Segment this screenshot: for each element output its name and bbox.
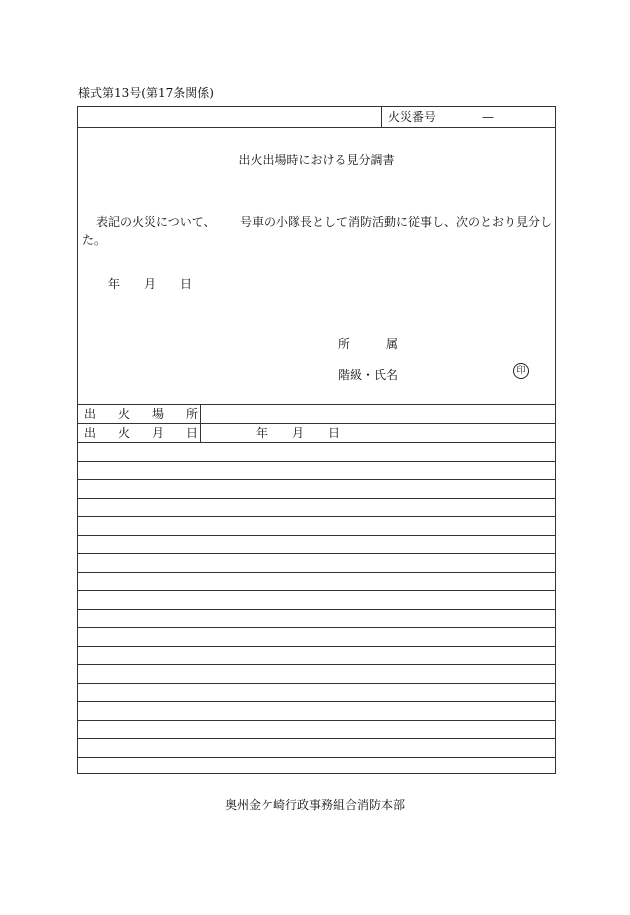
- fire-date-c3: 月: [152, 426, 165, 440]
- blank-line: [78, 590, 555, 591]
- fire-date-label: [78, 424, 201, 443]
- date-day: 日: [180, 277, 193, 291]
- fire-date-year: 年: [256, 426, 269, 440]
- fire-date-c1: 出: [84, 426, 97, 440]
- statement-part3: た。: [82, 233, 107, 247]
- blank-line: [78, 757, 555, 758]
- blank-line: [78, 553, 555, 554]
- blank-line: [78, 442, 555, 443]
- blank-line: [78, 535, 555, 536]
- statement-part1: 表記の火災について、: [96, 215, 216, 229]
- blank-line: [78, 572, 555, 573]
- fire-place-row: [78, 404, 555, 424]
- blank-line: [78, 516, 555, 517]
- blank-line: [78, 720, 555, 721]
- fire-number-cell[interactable]: [381, 107, 556, 127]
- blank-line: [78, 609, 555, 610]
- fire-number-label: 火災番号: [388, 110, 437, 124]
- blank-line: [78, 627, 555, 628]
- fire-date-day: 日: [328, 426, 341, 440]
- blank-line: [78, 738, 555, 739]
- fire-number-row: [78, 107, 555, 128]
- fire-place-c2: 火: [118, 407, 131, 421]
- statement-part2: 号車の小隊長として消防活動に従事し、次のとおり見分し: [240, 215, 553, 229]
- date-year: 年: [108, 277, 121, 291]
- blank-line: [78, 498, 555, 499]
- affiliation-char2: 属: [386, 337, 399, 351]
- fire-date-month: 月: [292, 426, 305, 440]
- fire-date-c4: 日: [186, 426, 199, 440]
- organization-footer: 奥州金ケ崎行政事務組合消防本部: [224, 798, 405, 812]
- date-month: 月: [144, 277, 157, 291]
- blank-line: [78, 664, 555, 665]
- fire-date-c2: 火: [118, 426, 131, 440]
- form-number-label: 様式第13号(第17条関係): [78, 86, 214, 100]
- fire-place-c1: 出: [84, 407, 97, 421]
- report-form: [77, 106, 556, 774]
- fire-place-c4: 所: [186, 407, 199, 421]
- blank-line: [78, 461, 555, 462]
- seal-icon: 印: [513, 363, 529, 379]
- fire-place-c3: 場: [152, 407, 165, 421]
- document-title: 出火出場時における見分調書: [238, 153, 395, 167]
- rank-name-label: 階級・氏名: [338, 368, 399, 382]
- affiliation-char1: 所: [338, 337, 351, 351]
- fire-date-row: [78, 423, 555, 443]
- blank-line: [78, 646, 555, 647]
- blank-line: [78, 683, 555, 684]
- fire-place-label: [78, 405, 201, 424]
- blank-line: [78, 701, 555, 702]
- fire-number-dash: —: [482, 110, 494, 124]
- blank-line: [78, 479, 555, 480]
